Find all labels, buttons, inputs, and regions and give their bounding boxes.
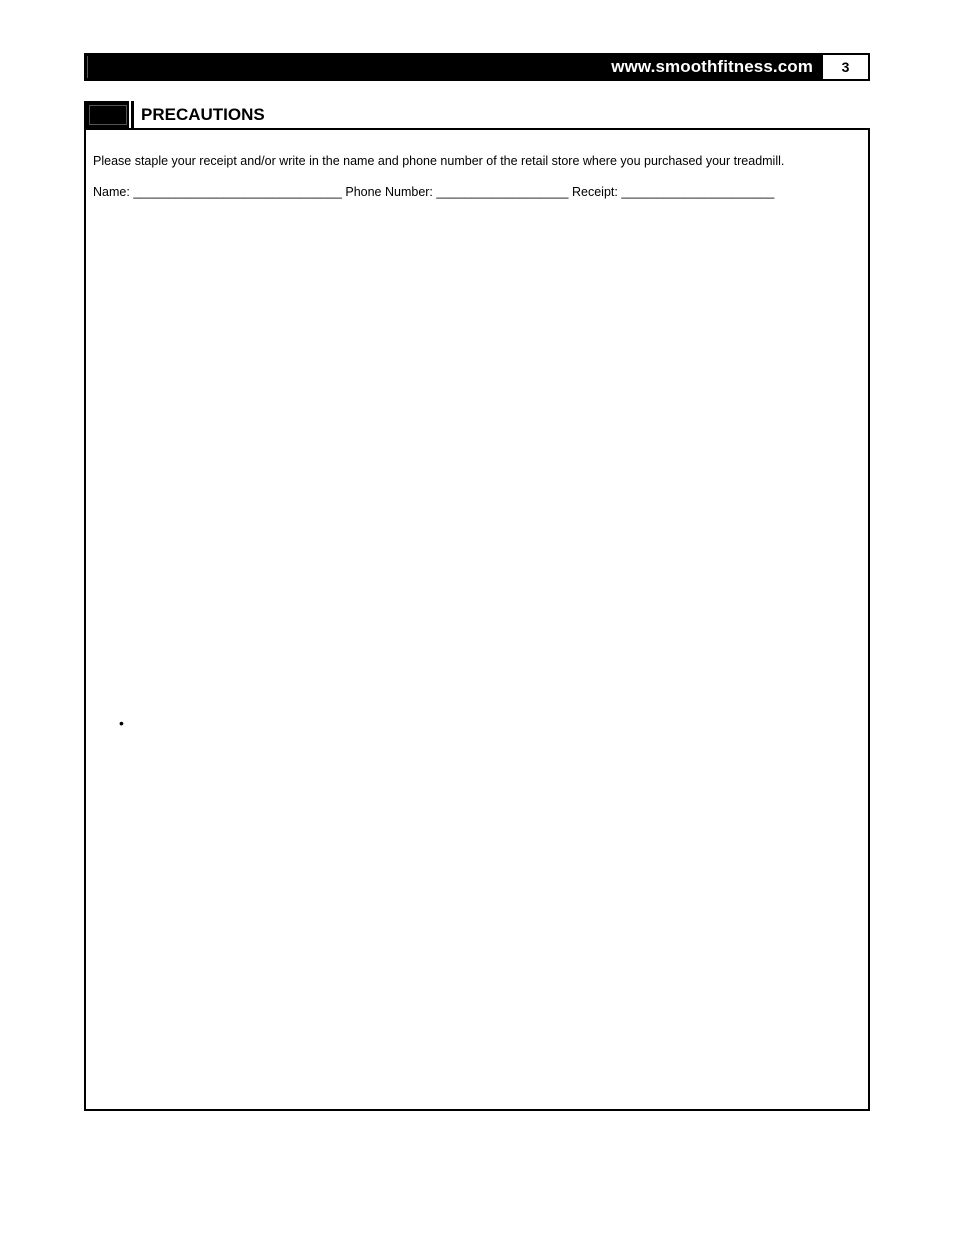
phone-number-blank-field: ___________________ [436,185,569,199]
list-bullet: • [119,715,124,731]
content-frame [84,128,870,1111]
store-info-form-line [93,184,774,200]
receipt-instruction: Please staple your receipt and/or write in the name and phone number of the retail store where you purchased your treadmill. [93,154,785,168]
section-marker-block [84,101,134,129]
receipt-blank-field: ______________________ [621,185,775,199]
name-blank-field: ______________________________ [133,185,342,199]
section-marker-inner-box [89,105,127,125]
receipt-label: Receipt: [571,185,618,199]
phone-number-label: Phone Number: [345,185,433,199]
header-bar [84,53,870,81]
section-title: PRECAUTIONS [141,105,265,124]
name-label: Name: [93,185,130,199]
header-edge-line [87,56,88,78]
section-marker-gap [129,101,131,129]
website-url: www.smoothfitness.com [611,57,813,76]
page-number: 3 [823,55,868,79]
